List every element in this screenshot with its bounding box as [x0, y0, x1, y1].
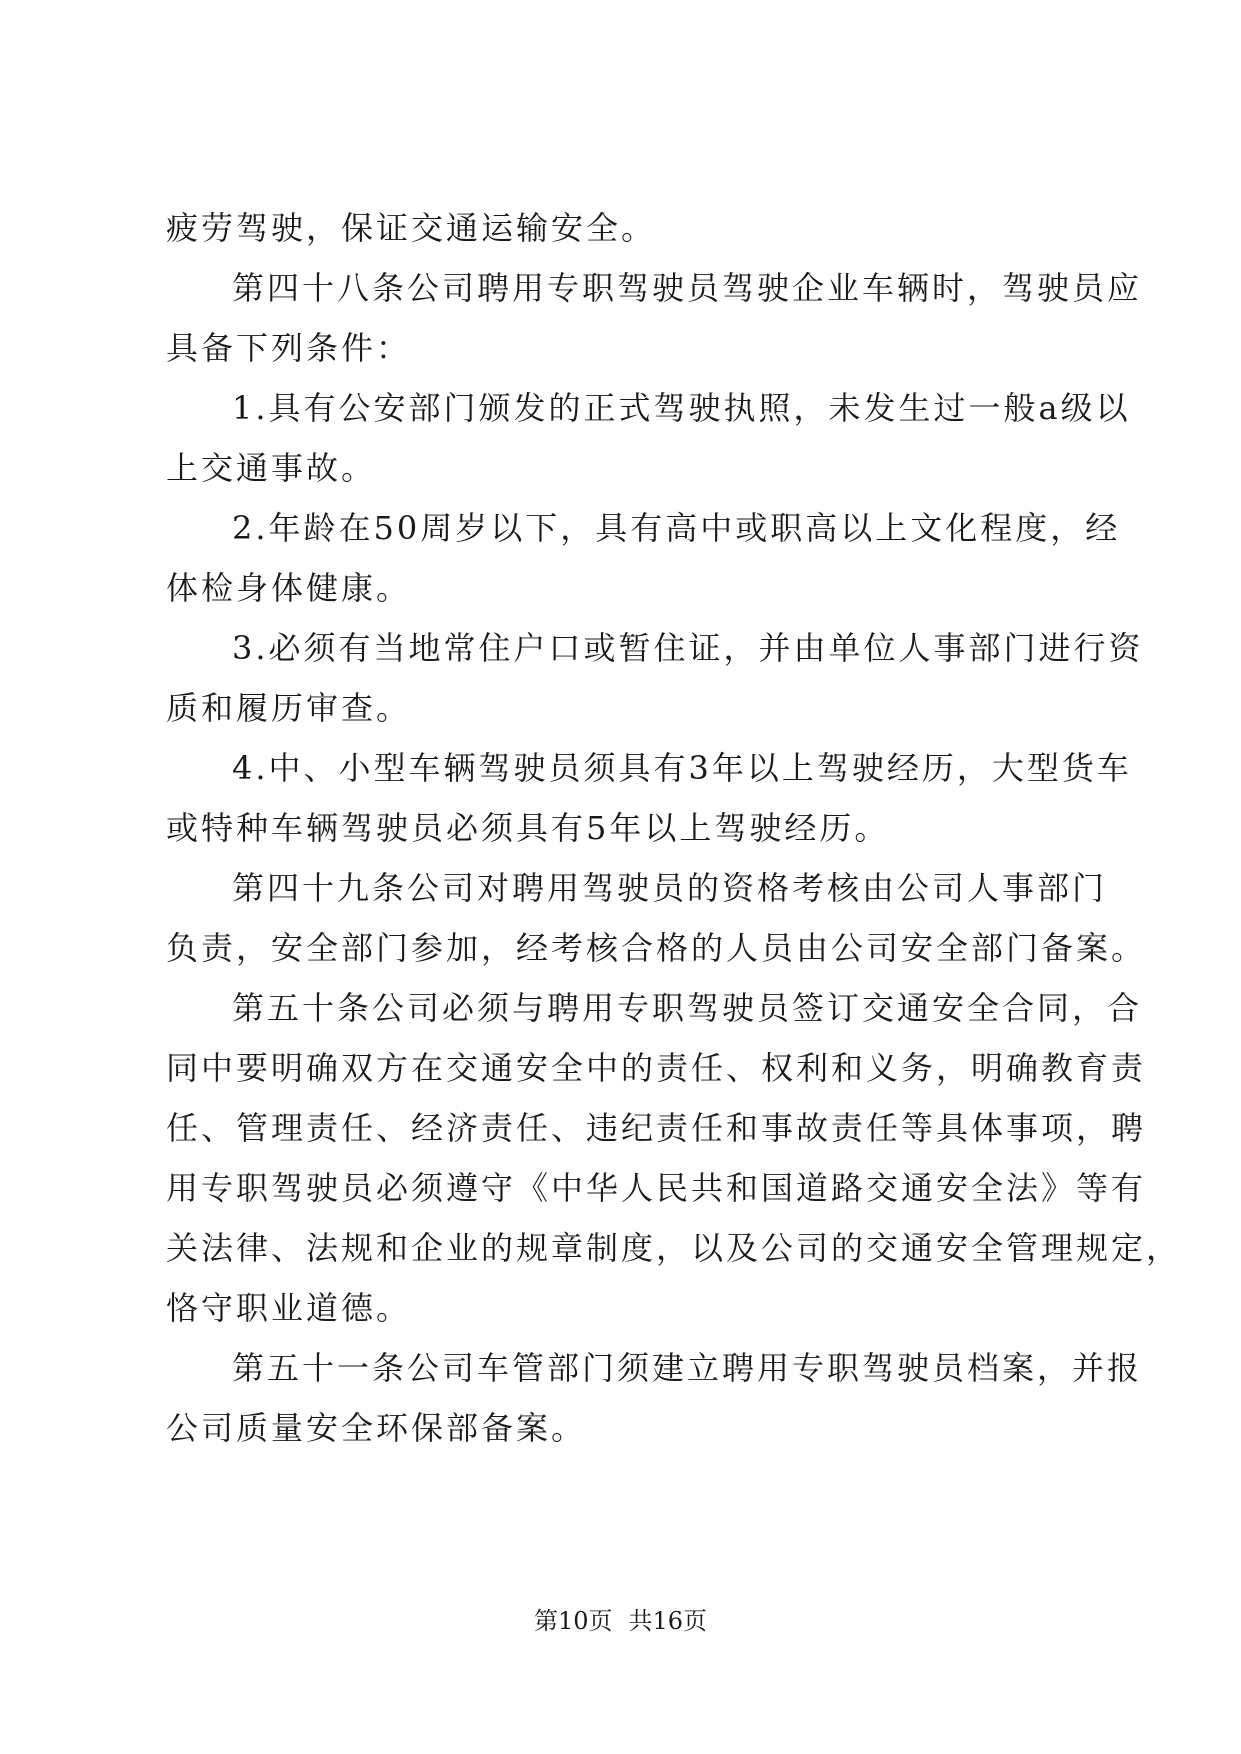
page-total: 共16页 — [628, 1607, 708, 1635]
text-line: 第四十八条公司聘用专职驾驶员驾驶企业车辆时，驾驶员应 — [232, 269, 1143, 307]
text-line: 体检身体健康。 — [166, 569, 412, 607]
text-line: 任、管理责任、经济责任、违纪责任和事故责任等具体事项，聘 — [166, 1109, 1147, 1147]
page-number: 第10页 — [533, 1607, 613, 1635]
text-line: 质和履历审查。 — [166, 689, 412, 727]
text-line: 用专职驾驶员必须遵守《中华人民共和国道路交通安全法》等有 — [166, 1169, 1147, 1207]
text-line: 关法律、法规和企业的规章制度，以及公司的交通安全管理规定， — [166, 1229, 1182, 1267]
text-line: 2.年龄在50周岁以下，具有高中或职高以上文化程度，经 — [232, 509, 1121, 547]
text-line: 同中要明确双方在交通安全中的责任、权利和义务，明确教育责 — [166, 1049, 1147, 1087]
page-footer — [0, 1606, 1241, 1636]
text-line: 3.必须有当地常住户口或暂住证，并由单位人事部门进行资 — [232, 629, 1144, 667]
text-line: 上交通事故。 — [166, 449, 377, 487]
text-line: 恪守职业道德。 — [166, 1289, 412, 1327]
text-line: 4.中、小型车辆驾驶员须具有3年以上驾驶经历，大型货车 — [232, 749, 1132, 787]
text-line: 公司质量安全环保部备案。 — [166, 1409, 587, 1447]
text-line: 疲劳驾驶，保证交通运输安全。 — [166, 209, 657, 247]
text-line: 1.具有公安部门颁发的正式驾驶执照，未发生过一般a级以 — [232, 389, 1131, 427]
text-line: 第五十一条公司车管部门须建立聘用专职驾驶员档案，并报 — [232, 1349, 1143, 1387]
document-body — [166, 198, 1182, 1458]
text-line: 具备下列条件： — [166, 329, 412, 367]
text-line: 第五十条公司必须与聘用专职驾驶员签订交通安全合同，合 — [232, 989, 1143, 1027]
text-line: 或特种车辆驾驶员必须具有5年以上驾驶经历。 — [166, 809, 890, 847]
text-line: 第四十九条公司对聘用驾驶员的资格考核由公司人事部门 — [232, 869, 1108, 907]
text-line: 负责，安全部门参加，经考核合格的人员由公司安全部门备案。 — [166, 929, 1147, 967]
